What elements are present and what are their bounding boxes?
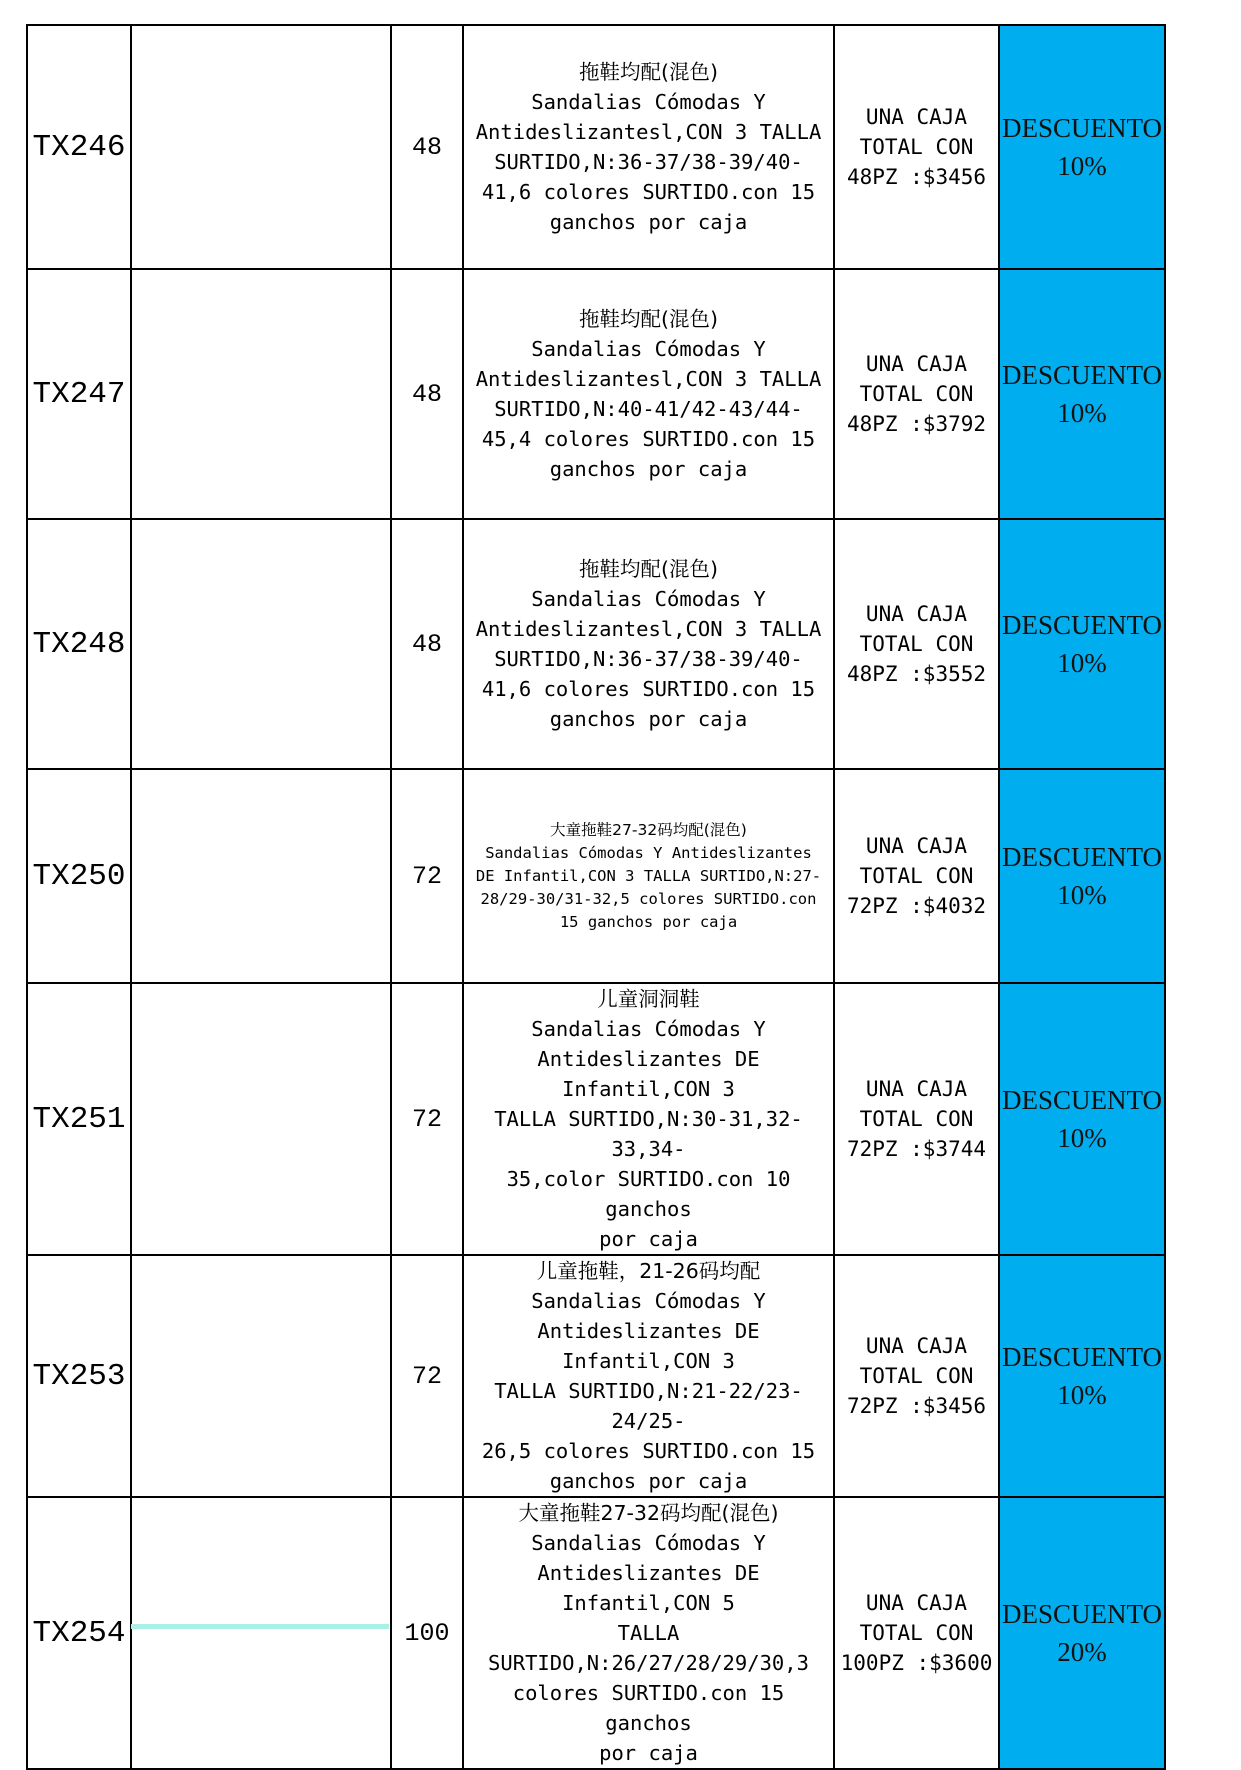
product-image-cell <box>131 269 391 519</box>
discount-label: DESCUENTO <box>1001 360 1162 390</box>
description-line: Sandalias Cómodas Y <box>531 337 766 361</box>
product-quantity: 48 <box>391 269 463 519</box>
description-chinese: 儿童拖鞋，21-26码均配 <box>536 1259 761 1283</box>
product-price <box>834 983 999 1255</box>
description-line: 28/29-30/31-32,5 colores SURTIDO.con <box>480 889 817 908</box>
price-total-label: TOTAL CON <box>859 1621 974 1645</box>
description-line: Antideslizantes DE Infantil,CON 3 <box>537 1319 760 1373</box>
price-total-value: 72PZ :$3744 <box>846 1137 987 1161</box>
product-image-cell <box>131 1255 391 1497</box>
product-price <box>834 1255 999 1497</box>
product-image-cell <box>131 769 391 983</box>
product-description <box>463 1255 834 1497</box>
price-total-label: TOTAL CON <box>859 1107 974 1131</box>
description-line: 15 ganchos por caja <box>559 912 738 931</box>
price-total-label: TOTAL CON <box>859 1364 974 1388</box>
product-row <box>27 1255 1165 1497</box>
description-chinese: 拖鞋均配(混色) <box>579 60 718 84</box>
price-box-label: UNA CAJA <box>865 602 968 626</box>
discount-label: DESCUENTO <box>1001 842 1162 872</box>
description-chinese: 大童拖鞋27-32码均配(混色) <box>550 820 747 839</box>
product-table-body <box>27 25 1165 1769</box>
description-line: por caja <box>599 1741 698 1765</box>
product-price <box>834 25 999 269</box>
description-line: Sandalias Cómodas Y <box>531 1289 766 1313</box>
description-line: Antideslizantes DE Infantil,CON 5 <box>537 1561 760 1615</box>
description-line: DE Infantil,CON 3 TALLA SURTIDO,N:27- <box>475 866 822 885</box>
description-line: colores SURTIDO.con 15 ganchos <box>512 1681 785 1735</box>
discount-value: 20% <box>1057 1637 1107 1667</box>
discount-value: 10% <box>1057 880 1107 910</box>
product-row <box>27 1497 1165 1769</box>
product-price <box>834 519 999 769</box>
product-description <box>463 983 834 1255</box>
description-line: TALLA SURTIDO,N:30-31,32-33,34- <box>494 1107 803 1161</box>
product-price <box>834 269 999 519</box>
discount-value: 10% <box>1057 1123 1107 1153</box>
price-box-label: UNA CAJA <box>865 1591 968 1615</box>
product-code: TX248 <box>27 519 131 769</box>
price-box-label: UNA CAJA <box>865 105 968 129</box>
description-chinese: 儿童洞洞鞋 <box>597 987 700 1011</box>
discount-cell <box>999 1497 1165 1769</box>
description-line: Sandalias Cómodas Y <box>531 90 766 114</box>
description-line: TALLA SURTIDO,N:26/27/28/29/30,3 <box>488 1621 809 1675</box>
product-row <box>27 769 1165 983</box>
product-image-cell <box>131 519 391 769</box>
product-code: TX253 <box>27 1255 131 1497</box>
product-quantity: 48 <box>391 25 463 269</box>
price-box-label: UNA CAJA <box>865 352 968 376</box>
product-quantity: 72 <box>391 769 463 983</box>
description-line: Antideslizantes DE Infantil,CON 3 <box>537 1047 760 1101</box>
product-code: TX247 <box>27 269 131 519</box>
product-description <box>463 519 834 769</box>
price-total-label: TOTAL CON <box>859 864 974 888</box>
price-total-label: TOTAL CON <box>859 632 974 656</box>
description-line: SURTIDO,N:36-37/38-39/40- <box>494 647 803 671</box>
price-total-value: 72PZ :$4032 <box>846 894 987 918</box>
description-chinese: 拖鞋均配(混色) <box>579 307 718 331</box>
description-line: Antideslizantesl,CON 3 TALLA <box>475 120 822 144</box>
price-box-label: UNA CAJA <box>865 1077 968 1101</box>
discount-cell <box>999 519 1165 769</box>
price-total-label: TOTAL CON <box>859 135 974 159</box>
discount-cell <box>999 769 1165 983</box>
product-quantity: 72 <box>391 983 463 1255</box>
price-total-value: 72PZ :$3456 <box>846 1394 987 1418</box>
product-code: TX250 <box>27 769 131 983</box>
discount-value: 10% <box>1057 151 1107 181</box>
price-total-label: TOTAL CON <box>859 382 974 406</box>
description-chinese: 拖鞋均配(混色) <box>579 557 718 581</box>
product-row <box>27 519 1165 769</box>
image-edge-strip <box>131 1624 389 1629</box>
description-chinese: 大童拖鞋27-32码均配(混色) <box>518 1501 779 1525</box>
price-total-value: 48PZ :$3552 <box>846 662 987 686</box>
product-table <box>26 24 1166 1770</box>
discount-cell <box>999 269 1165 519</box>
description-line: Antideslizantesl,CON 3 TALLA <box>475 367 822 391</box>
description-line: ganchos por caja <box>549 1469 748 1493</box>
product-description <box>463 269 834 519</box>
price-total-value: 100PZ :$3600 <box>840 1651 993 1675</box>
product-row <box>27 25 1165 269</box>
product-code: TX251 <box>27 983 131 1255</box>
discount-cell <box>999 25 1165 269</box>
product-row <box>27 269 1165 519</box>
product-image-cell <box>131 25 391 269</box>
discount-label: DESCUENTO <box>1001 1599 1162 1629</box>
description-line: ganchos por caja <box>549 457 748 481</box>
price-total-value: 48PZ :$3792 <box>846 412 987 436</box>
product-description <box>463 769 834 983</box>
description-line: Antideslizantesl,CON 3 TALLA <box>475 617 822 641</box>
product-image-cell <box>131 1497 391 1769</box>
description-line: SURTIDO,N:40-41/42-43/44- <box>494 397 803 421</box>
description-line: SURTIDO,N:36-37/38-39/40- <box>494 150 803 174</box>
product-code: TX254 <box>27 1497 131 1769</box>
discount-label: DESCUENTO <box>1001 1085 1162 1115</box>
price-box-label: UNA CAJA <box>865 834 968 858</box>
discount-value: 10% <box>1057 648 1107 678</box>
product-price <box>834 1497 999 1769</box>
discount-label: DESCUENTO <box>1001 1342 1162 1372</box>
product-quantity: 100 <box>391 1497 463 1769</box>
description-line: 41,6 colores SURTIDO.con 15 <box>481 180 816 204</box>
product-image-cell <box>131 983 391 1255</box>
description-line: ganchos por caja <box>549 210 748 234</box>
description-line: Sandalias Cómodas Y <box>531 1017 766 1041</box>
description-line: TALLA SURTIDO,N:21-22/23-24/25- <box>494 1379 803 1433</box>
product-description <box>463 25 834 269</box>
description-line: por caja <box>599 1227 698 1251</box>
description-line: 45,4 colores SURTIDO.con 15 <box>481 427 816 451</box>
product-quantity: 72 <box>391 1255 463 1497</box>
description-line: ganchos por caja <box>549 707 748 731</box>
price-box-label: UNA CAJA <box>865 1334 968 1358</box>
discount-cell <box>999 1255 1165 1497</box>
product-code: TX246 <box>27 25 131 269</box>
discount-cell <box>999 983 1165 1255</box>
discount-value: 10% <box>1057 1380 1107 1410</box>
description-line: 35,color SURTIDO.con 10 ganchos <box>506 1167 791 1221</box>
discount-label: DESCUENTO <box>1001 113 1162 143</box>
discount-label: DESCUENTO <box>1001 610 1162 640</box>
description-line: 41,6 colores SURTIDO.con 15 <box>481 677 816 701</box>
description-line: Sandalias Cómodas Y <box>531 587 766 611</box>
description-line: 26,5 colores SURTIDO.con 15 <box>481 1439 816 1463</box>
product-price <box>834 769 999 983</box>
product-row <box>27 983 1165 1255</box>
description-line: Sandalias Cómodas Y Antideslizantes <box>485 843 812 862</box>
price-total-value: 48PZ :$3456 <box>846 165 987 189</box>
description-line: Sandalias Cómodas Y <box>531 1531 766 1555</box>
discount-value: 10% <box>1057 398 1107 428</box>
product-quantity: 48 <box>391 519 463 769</box>
product-description <box>463 1497 834 1769</box>
